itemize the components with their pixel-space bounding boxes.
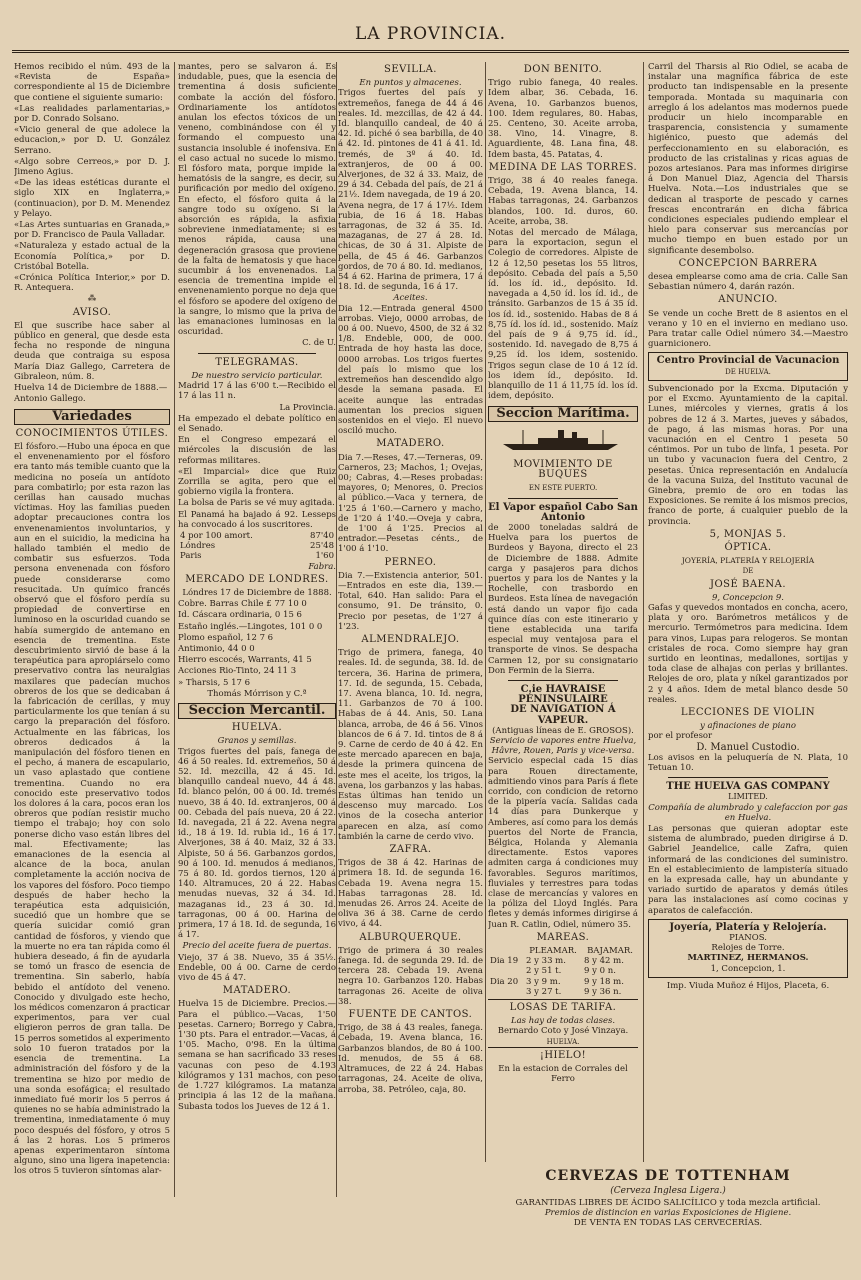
market-row: Hierro escocés, Warrants, 41 5 [178, 655, 312, 666]
table-row [488, 966, 638, 976]
matadero-heading: MATADERO. [222, 985, 292, 997]
martinez-line-2: PIANOS. [729, 933, 767, 944]
exchange-label: Lóndres [180, 541, 216, 552]
article-signature: C. de U. [302, 338, 336, 349]
exchange-label: 4 por 100 amort. [180, 530, 253, 541]
market-row: » Tharsis, 5 17 6 [178, 677, 251, 688]
vacunacion-city: DE HUELVA. [725, 367, 771, 376]
havraise-service: Servicio de vapores entre Huelva, Hâvre, Rouen, Paris y vice-versa. [489, 735, 637, 757]
sumario-item: «Vicio general de que adolece la educacion,» por D. U. González Serrano. [14, 125, 170, 156]
movimiento-subheading: EN ESTE PUERTO. [528, 484, 598, 493]
sevilla-subheading: En puntos y almacenes. [359, 78, 462, 89]
sumario-item: «De las ideas estéticas durante el siglo XIX en Inglaterra,» (continuacion), por D. M. Menendez y Pelayo. [14, 178, 170, 219]
custodio-text: Los avisos en la peluquería de N. Plata, 10 Tetuan 10. [648, 752, 848, 773]
perneo-text: Dia 7.—Existencia anterior, 501. —Entrados en este dia, 139.—Total, 640. Han salido: Para el consumo, 91. De tránsito, 0. Precio por pesetas, de 1'27 á 1'23. [338, 570, 483, 632]
gas-company-sub: LIMITED. [728, 792, 768, 802]
violin-subheading: y afinaciones de piano [700, 721, 796, 732]
matadero-text: Dia 7.—Reses, 47.—Terneras, 09. Carneros, 23; Machos, 1; Ovejas, 00; Cabras, 4.—Reses probadas: mayores, 0; Menores, 0. Precios al público.—Vaca y ternera, de 1'25 á 1'60.—Carnero y macho, de 1'20 á 1'40.—Oveja y cabra, de 1'00 á 1'25. Precios al entrador.—Pesetas cénts., de 1'00 á 1'10. [338, 452, 483, 555]
aviso-date: Huelva 14 de Diciembre de 1888.— [14, 383, 168, 394]
table-row [488, 987, 638, 997]
aviso-heading: AVISO. [72, 306, 112, 318]
losas-city: HUELVA. [546, 1037, 580, 1046]
tottenham-line-2: Premios de distincion en varias Exposiciones de Higiene. [544, 1208, 792, 1218]
tide-day: Dia 19 [490, 956, 519, 967]
zafra-heading: ZAFRA. [389, 844, 432, 856]
movimiento-heading: MOVIMIENTO DE BUQUES [513, 458, 613, 481]
tide-value: 9 y 36 n. [584, 986, 622, 997]
granos-text: Trigos fuertes del país, fanega de 46 á 50 reales. Id. extremeños, 50 á 52. Id. mezcilla, 42 á 45. Id. blanquillo candeal nuevo, 44 á 48. Id. blanco pelón, 00 á 00. Id. tremés nuevo, 38 á 40. Id. extranjeros, 00 á 00. Cebada del país nueva, 20 á 22. Id. navegada, 21 á 22. Avena negra id., 18 á 19. Id. rubia id., 16 á 17. Alverjones, 38 á 40. Maiz, 32 á 33. Alpiste, 50 á 56. Garbanzos gordos, 90 á 100. Id. menudos á medianos, 75 á 80. Id. gordos tiernos, 120 á 140. Altramuces, 20 á 22. Habas menudas nuevas, 32 á 34. Id. mazaganas id., 23 á 30. Id. tarragonas, 00 á 00. Harina de primera, 17 á 18. Id. de segunda, 16 á 17. [178, 746, 336, 941]
separator [508, 680, 618, 681]
havraise-heading: C.ie HAVRAISE PÉNINSULAIRE [518, 683, 608, 706]
hielo-continued: Carril del Tharsis al Rio Odiel, se acaba de instalar una magnífica fábrica de este producto tan indispensable en la presente temporada. Montada su maquinaria con arreglo á los adelantos mas modernos puede producir un hielo incomparable en trasparencia, consistencia y sumamente higiénico, puesto que además del perfeccionamiento en su elaboración, es producto de las cristalinas y ricas aguas de pozos artesianos. Para mas informes dirigirse á Don Manuel Diaz, Agencia del Tharsis Huelva. Nota.—Los industriales que se dedican al trasporte de pescado y carnes frescas encontrarán en dicha fábrica condiciones especiales pudiendo emplear el hielo para conservar sus mercancías por mucho tiempo en buen estado por un significante desembolso. [648, 62, 848, 256]
sumario-item: «Naturaleza y estado actual de la Economía Política,» por D. Cristóbal Botella. [14, 241, 170, 272]
tide-value: 9 y 18 m. [584, 976, 624, 987]
telegram-line: «El Imparcial» dice que Ruiz Zorrilla se agita, pero que el gobierno vigila la frontera. [178, 466, 336, 498]
havraise-heading-2: DE NAVIGATION Á VAPEUR. [510, 704, 616, 726]
fosforo-continued: mantes, pero se salvaron á. Es indudable, pues, que la esencia de trementina á dosis suficiente combate la acción del fósforo. Ordinariamente los antídotos anulan los efectos tóxicos de un veneno, combinándose con él y formando el compuesto una sustancia insoluble é inofensiva. En el caso actual no sucede lo mismo. El fósforo mata, porque impide la hematósis de la sangre, es decir, su purificación por medio del oxígeno. En efecto, el fósforo quita á la sangre todo su oxígeno. Si la absorción es rápida, la asfixia sobreviene inmediatamente; si es menos rápida, causa una degeneración grasosa que proviene de la falta de hematosis y que hace sucumbir á los envenenados. La esencia de trementina impide el envenenamiento porque no deja que el fósforo se apodere del oxígeno de la sangre, lo mismo que la priva de las emanaciones luminosas en la oscuridad. [178, 62, 336, 338]
column-3 [338, 62, 483, 1197]
newspaper-title: LA PROVINCIA. [354, 24, 507, 44]
zafra-text: Trigos de 38 á 42. Harinas de primera 18. Id. de segunda 16. Cebada 19. Avena negra 15. Habas tarragonas 28. Id. menudas 26. Arros 24. Aceite de oliva 36 á 38. Carne de cerdo vivo, á 44. [338, 858, 483, 930]
baena-text: Gafas y quevedos montados en concha, acero, plata y oro. Barómetros metálicos y de mercurio. Termómetros para medicina. Idem para vinos, Lupas para relogeros. Se montan cristales de roca. Como siempre hay gran surtido en leontinas, medallones, sortijas y toda clase de alhajas con perlas y brillantes. Relojes de oro, plata y níkel garantizados por 2 y 4 años. Idem de metal blanco desde 50 reales. [648, 602, 848, 705]
havraise-subheading: (Antiguas líneas de E. GROSOS). [492, 725, 634, 736]
market-row: Thomás Mórrison y C.ª [207, 688, 307, 699]
vapor-text: de 2000 toneladas saldrá de Huelva para los puertos de Burdeos y Bayona, directo el 23 de Diciembre de 1888. Admite carga y pasajeros para dichos puertos y para los de Nantes y la Rochelle, con trasbordo en Burdeos. Esta línea de navegación está dando un vapor fijo cada quince días con este itinerario y tiene establecida una tarifa especial muy ventajosa para el transporte de vinos. Se despacha Carmen 12, por su consignatario Don Fermin de la Sierra. [488, 522, 638, 676]
malaga-text: Notas del mercado de Málaga, para la exportacion, segun el Colegio de corredores. Alpiste de 12 á 12,50 pesetas los 55 litros, depósito. Cebada del país a 5,50 íd. los íd. id., depósito. Id. navegada a 4,50 íd. los íd. id., de tránsito. Garbanzos de 15 á 35 íd. los íd. id., sostenido. Habas de 8 á 8,75 íd. los íd. id., sostenido. Maíz del país de 9 á 9,75 íd. íd., sostenido. Id. navegado de 8,75 á 9,25 íd. los idem, sostenido. Trigos segun clase de 10 á 12 íd. los idem íd., depósito. Id. blanquillo de 11 á 11,75 íd. los íd. idem, depósito. [488, 228, 638, 402]
martinez-ad [648, 919, 848, 978]
mercado-londres-heading: MERCADO DE LONDRES. [185, 573, 329, 585]
tide-value: 2 y 51 t. [526, 966, 562, 977]
telegramas-subheading: De nuestro servicio particular. [191, 370, 323, 381]
hielo-heading: ¡HIELO! [539, 1049, 587, 1061]
column-divider [485, 62, 486, 1162]
granos-subheading: Granos y semillas. [217, 736, 297, 747]
tottenham-ad [488, 1168, 848, 1248]
market-row: Acciones Rio-Tinto, 24 11 3 [178, 666, 297, 677]
custodio-name: D. Manuel Custodio. [696, 741, 800, 753]
matadero-text: Huelva 15 de Diciembre. Precios.—Para el público.—Vacas, 1'50 pesetas. Carnero; Borrego y Cabra, 1'30 pts. Para el entrador.—Vacas, á 1'05. Macho, 0'98. En la última semana se han sacrificado 33 reses vacunas con peso de 4.193 kilógramos y 131 machos, con peso de 1.727 kilógramos. La matanza principia á las 12 de la mañana. Subasta todos los Jueves de 12 á 1. [178, 999, 336, 1112]
optica-heading: ÓPTICA. [724, 541, 772, 553]
exchange-label: Paris [180, 551, 202, 562]
sumario-item: «Las realidades parlamentarias,» por D. Conrado Solsano. [14, 103, 170, 125]
table-row [178, 551, 336, 561]
aviso-text: El que suscribe hace saber al público en general, que desde esta fecha no responde de ninguna deuda que contraiga su esposa María Diaz Gallego, Carretera de Gibraleon, núm. 8. [14, 320, 170, 382]
column-divider [643, 62, 644, 1162]
seccion-mercantil-heading: Seccion Mercantil. [178, 703, 336, 719]
gas-company-text: Las personas que quieran adoptar este sistema de alumbrado, pueden dirigirse á D. Gabriel Jeandelice, calle Zafra, quien informará de las condiciones del suministro. En el establecimiento de lampistería situado en la expresada calle, hay un abundante y variado surtido de aparatos y demás útiles para las instalaciones así como cocinas y aparatos de calefacción. [648, 824, 848, 916]
telegram-line: Ha empezado el debate político en el Senado. [178, 413, 336, 434]
market-row: Cobre. Barras Chile £ 77 10 0 [178, 599, 307, 610]
market-row: Estaño inglés.—Lingotes, 101 0 0 [178, 621, 323, 632]
asterism-icon: ⁂ [87, 294, 97, 305]
table-row [178, 541, 336, 551]
anuncio-text: Se vende un coche Brett de 8 asientos en el verano y 10 en el invierno en mediano uso. Para tratar calle Odiel número 34.—Maestro guarnicionero. [648, 308, 848, 350]
aceite-subheading: Precio del aceite fuera de puertas. [182, 941, 332, 952]
telegram-line: La bolsa de Paris se vé muy agitada. [178, 498, 335, 509]
tottenham-heading: CERVEZAS DE TOTTENHAM [545, 1168, 791, 1184]
vacunacion-text: Subvencionado por la Excma. Diputación y por el Excmo. Ayuntamiento de la capital. Lunes, miércoles y viernes, gratis á los pobres de 12 á 3. Martes, jueves y sábados, de pago, á las mismas horas. Por una vacunación en el Centro 1 peseta 50 céntimos. Por un tubo de linfa, 1 peseta. Por un tubo y vacunacion fuera del Centro, 2 pesetas. Única representación en Andalucía de la vacuna Suiza, del Instituto vacunal de Ginebra, premio de oro en todas las Exposiciones. Se remite á los mismos precios, franco de porte, á cualquier pueblo de la provincia. [648, 383, 848, 527]
column-5 [648, 62, 848, 1142]
table-row [488, 956, 638, 966]
losas-heading: LOSAS DE TARIFA. [509, 1002, 617, 1014]
perneo-heading: PERNEO. [384, 556, 437, 568]
fuente-cantos-heading: FUENTE DE CANTOS. [348, 1009, 473, 1021]
separator [198, 353, 316, 354]
column-4 [488, 62, 638, 1172]
market-row: Id. Cáscara ordinaria, 0 15 6 [178, 610, 302, 621]
violin-heading: LECCIONES DE VIOLIN [680, 706, 816, 718]
tides-table [488, 946, 638, 997]
sumario-item: «Algo sobre Cerreos,» por D. J. Jimeno Agius. [14, 156, 170, 178]
telegram-line: En el Congreso empezará el miércoles la discusión de las reformas militares. [178, 435, 336, 466]
matadero-heading: MATADERO. [376, 438, 445, 450]
column-divider [336, 62, 337, 1197]
conocimientos-text: El fósforo.—Hubo una época en que el envenenamiento por el fósforo era tanto más temible cuanto que la medicina no poseía un antídoto para combatirlo; por esta razon las cerillas han causado muchas víctimas. Hoy las familias pueden adoptar precauciones contra los envenenamientos involuntarios, y aun en el suicidio, la medicina ha hallado también el medio de combatir sus esfuerzos. Toda persona envenenada con fósforo puede considerarse como resucitada. Un químico francés observó que el fósforo perdía su propiedad de convertirse en luminoso en la oscuridad cuando se había sumergido de antemano en esencia de trementina. Este descubrimiento sirvió de base á la terapéutica para apropiárselo como preservativo contra las neuralgias maxilares que padecían muchos obreros de los que se dedicaban á la fabricación de cerillas, y muy particularmente los que tenían á su cargo la preparación del fósforo. Actualmente en las fábricas, los obreros dedicados á la manipulación del fósforo tienen en el pecho, á manera de escapulario, un vaso aplastado que contiene trementina. Cuando no era conocido este preservativo todos los dolores á la cara, pocos eran los obreros que podían resistir mucho tiempo el trabajo; hoy con solo ponerse dicho vaso están libres del mal. Efectivamente; las emanaciones de la esencia al alcance de la boca, anulan completamente la acción nociva de los vapores del fósforo. Poco tiempo después de haber hecho la terapéutica esta adquisición, sucedió que un hombre que se quería suicidar comió gran cantidad de fósforos, y viendo que la muerte no era tan rápida como él hubiera deseado, á fin de ayudarla se tomó un frasco de esencia de trementina. Sin saberlo, había bebido el antídoto del veneno. Conocido y divulgado este hecho, los médicos comenzaron á practicar experimentos, para ver cual eligieron perros de gran talla. De 15 perros sometidos al experimento solo 10 fueron tratados por la esencia de trementina. La administración del fósforo y de la trementina se hizo por medio de una sonda esofágica; el resultado inmediato fué morir los 5 perros á quienes no se había administrado la trementina, inmediatamente ó muy poco después del fósforo, y otros 5 á las 2 horas. Los 5 primeros apenas experimentaron síntoma alguno, sino una ligera inapetencia: los otros 5 tuvieron síntomas alar- [14, 441, 170, 1177]
column-2 [178, 62, 336, 1197]
tide-value: 9 y 0 n. [584, 966, 616, 977]
tottenham-line-3: DE VENTA EN TODAS LAS CERVECERÍAS. [573, 1218, 763, 1228]
almendralejo-heading: ALMENDRALEJO. [361, 633, 460, 645]
aceites-subheading: Aceites. [393, 293, 428, 304]
telegramas-heading: TELEGRAMAS. [215, 356, 299, 368]
alburquerque-heading: ALBURQUERQUE. [359, 931, 462, 943]
aceites-text: Dia 12.—Entrada general 4500 arrobas. Viejo, 0000 arrobas, de 00 á 00. Nuevo, 4500, de 32 á 32 1/8. Endeble, 000, de 000. Entrada de hoy hasta las doce, 0000 arrobas. Los trigos fuertes del país lo mismo que los extremeños han descendido algo desde la semana pasada. El aceite aunque las entradas aumentan los precios siguen sostenidos en el viejo. El nuevo osciló mucho. [338, 303, 483, 437]
losas-owners: Bernardo Coto y José Vinzaya. [497, 1026, 629, 1037]
medina-text: Trigo, 38 á 40 reales fanega. Cebada, 19. Avena blanca, 14. Habas tarragonas, 24. Garbanzos blandos, 100. Id. duros, 60. Aceite, arroba, 38. [488, 176, 638, 227]
don-benito-text: Trigo rubio fanega, 40 reales. Idem albar, 36. Cebada, 16. Avena, 10. Garbanzos buenos, 100. Idem regulares, 80. Habas, 25. Centeno, 30. Aceite arroba, 38. Vino, 14. Vinagre, 8. Aguardiente, 48. Lana fina, 48. Idem basta, 45. Patatas, 4. [488, 78, 638, 160]
gas-company-heading: THE HUELVA GAS COMPANY [666, 781, 830, 793]
sevilla-text: Trigos fuertes del país y extremeños, fanega de 44 á 46 reales. Id. mezcillas, de 42 á 44. Id. blanquillo candeal, de 40 á 42. Id. piché ó sea barbilla, de 40 á 42. Id. pintones de 41 á 41. Id. tremés, de 3º á 40. Id. extranjeros, de 00 á 00. Alverjones, de 32 á 33. Maiz, de 29 á 34. Cebada del país, de 21 á 21½. Idem navegada, de 19 á 20. Avena negra, de 17 á 17½. Idem rubia, de 16 á 18. Habas tarragonas, de 32 á 35. Id. mazaganas, de 27 á 28. Id. chicas, de 30 á 31. Alpiste de pella, de 45 á 46. Garbanzos gordos, de 70 á 80. Id. medianos, 54 á 62. Harina de primera, 17 á 18. Id. de segunda, 16 á 17. [338, 88, 483, 293]
baena-heading: JOSÉ BAENA. [709, 578, 787, 590]
baena-address: 9, Concepcion 9. [711, 592, 785, 603]
exchange-value: 87'40 [310, 530, 334, 541]
tide-value: 3 y 9 m. [526, 976, 561, 987]
joyeria-line: JOYERÍA, PLATERÍA Y RELOJERÍA [681, 556, 815, 566]
bajamar-header: BAJAMAR. [587, 946, 633, 957]
separator [668, 777, 828, 778]
vapor-heading: El Vapor español Cabo San Antonio [488, 501, 638, 523]
table-row [178, 531, 336, 541]
vacunacion-heading: Centro Provincial de Vacunacion [656, 355, 840, 367]
alburquerque-text: Trigo de primera á 30 reales fanega. Id. de segunda 29. Id. de tercera 28. Cebada 19. Avena negra 10. Garbanzos 120. Habas tarragonas 26. Aceite de oliva 38. [338, 945, 483, 1007]
mareas-heading: MAREAS. [536, 931, 590, 943]
pleamar-header: PLEAMAR. [529, 946, 577, 957]
fuente-cantos-text: Trigo, de 38 á 43 reales, fanega. Cebada, 19. Avena blanca, 16. Garbanzos blandos, de 80 á 100. Id. menudos, de 55 á 68. Altramuces, de 22 á 24. Habas tarragonas, 24. Aceite de oliva, arroba, 38. Petróleo, caja, 80. [338, 1023, 483, 1095]
telegram-line: Madrid 17 á las 6'00 t.—Recibido el 17 á las 11 n. [178, 381, 336, 402]
revista-intro: Hemos recibido el núm. 493 de la «Revista de España» correspondiente al 15 de Diciembre que contiene el siguiente sumario: [14, 62, 170, 103]
exchange-table [178, 531, 336, 562]
mercado-date: Lóndres 17 de Diciembre de 1888. [182, 587, 332, 598]
vacunacion-ad [648, 352, 848, 380]
tide-day: Dia 20 [490, 976, 519, 987]
concepcion-heading: CONCEPCION BARRERA [678, 257, 818, 269]
tide-value: 8 y 42 m. [584, 956, 624, 967]
market-row: Plomo español, 12 7 6 [178, 632, 274, 643]
de-line: DE [742, 567, 754, 576]
medina-heading: MEDINA DE LAS TORRES. [488, 161, 638, 173]
column-1 [14, 62, 170, 1197]
market-row: Antimonio, 44 0 0 [178, 643, 255, 654]
anuncio-heading: ANUNCIO. [718, 294, 778, 306]
violin-text: por el profesor [648, 731, 713, 742]
martinez-line-4: MARTINEZ, HERMANOS. [687, 953, 809, 964]
telegram-signature: Fabra. [308, 561, 336, 572]
huelva-heading: HUELVA. [231, 722, 283, 734]
aceite-text: Viejo, 37 á 38. Nuevo, 35 á 35½. Endeble, 00 á 00. Carne de cerdo vivo de 45 á 47. [178, 952, 336, 984]
conocimientos-heading: CONOCIMIENTOS ÚTILES. [15, 427, 169, 439]
exchange-value: 1'60 [315, 551, 334, 562]
martinez-line-3: Relojes de Torre. [711, 943, 785, 954]
martinez-line-1: Joyería, Platería y Relojería. [669, 921, 827, 933]
martinez-line-5: 1, Concepcion, 1. [710, 963, 786, 974]
losas-ad [488, 999, 638, 1048]
column-divider [174, 62, 175, 1197]
almendralejo-text: Trigo de primera, fanega, 40 reales. Id. de segunda, 38. Id. de tercera, 36. Harina de primera, 17. Id. de segunda, 15. Cebada, 17. Avena blanca, 10. Id. negra, 11. Garbanzos de 70 á 100. Habas de á 44. Anis, 50. Lana blanca, arroba, de 46 á 56. Vinos blancos de 6 á 7. Id. tintos de 8 á 9. Carne de cerdo de 40 á 42. En este mercado aparecen en baja, desde la primera quincena de este mes el aceite, los trigos, la avena, los garbanzos y las habas. Estas últimas han tenido un descenso muy marcado. Los vinos de la cosecha anterior aparecen en alza, así como también la carne de cerdo vivo. [338, 648, 483, 842]
table-row [488, 946, 638, 956]
steamship-icon [498, 428, 628, 452]
masthead-rule [12, 50, 849, 53]
tottenham-line-1: GARANTIDAS LIBRES DE ÁCIDO SALICÍLICO y toda mezcla artificial. [515, 1198, 821, 1208]
gas-company-tagline: Compañía de alumbrado y calefaccion por gas en Huelva. [648, 802, 848, 823]
tottenham-subheading: (Cerveza Inglesa Ligera.) [610, 1186, 726, 1196]
exchange-value: 25'48 [310, 541, 334, 552]
hielo-text: En la estacion de Corrales del Ferro [498, 1064, 628, 1085]
telegram-line: El Panamá ha bajado á 92. Lesseps ha convocado á los suscritores. [178, 509, 336, 530]
variedades-heading: Variedades [14, 409, 170, 425]
tide-value: 3 y 27 t. [526, 986, 562, 997]
losas-text: Las hay de todas clases. [510, 1016, 616, 1027]
aviso-signature: Antonio Gallego. [14, 394, 86, 405]
havraise-text: Servicio especial cada 15 días para Rouen directamente, admitiendo vinos para París á flete corrido, con condicion de retorno de la pipería vacía. Salidas cada 14 días para Dunkerque y Amberes, así como para los demás puertos del Norte de Francia, Bélgica, Holanda y Alemania directamente. Estos vapores admiten carga á condiciones muy favorables. Seguros marítimos, fluviales y terrestres para todas clase de mercancías y valores en la póliza del Lloyd Inglés. Para fletes y demás informes dirigirse á Juan R. Catlin, Odiel, número 35. [488, 756, 638, 930]
telegram-source: La Provincia. [279, 402, 336, 413]
sevilla-heading: SEVILLA. [383, 64, 437, 75]
seccion-maritima-heading: Seccion Marítima. [488, 406, 638, 422]
masthead [0, 0, 861, 52]
don-benito-heading: DON BENITO. [523, 64, 603, 75]
sumario-item: «Las Artes suntuarias en Granada,» por D. Francisco de Paula Valladar. [14, 220, 170, 241]
table-row [488, 977, 638, 987]
imprenta-line: Imp. Viuda Muñoz é Hijos, Placeta, 6. [666, 980, 830, 991]
concepcion-text: desea emplearse como ama de cria. Calle San Sebastian número 4, darán razón. [648, 272, 848, 293]
sumario-item: «Crónica Política Interior,» por D. R. Antequera. [14, 273, 170, 294]
tide-value: 2 y 33 m. [526, 956, 566, 967]
monjas-heading: 5, MONJAS 5. [709, 528, 787, 540]
separator [508, 498, 618, 499]
